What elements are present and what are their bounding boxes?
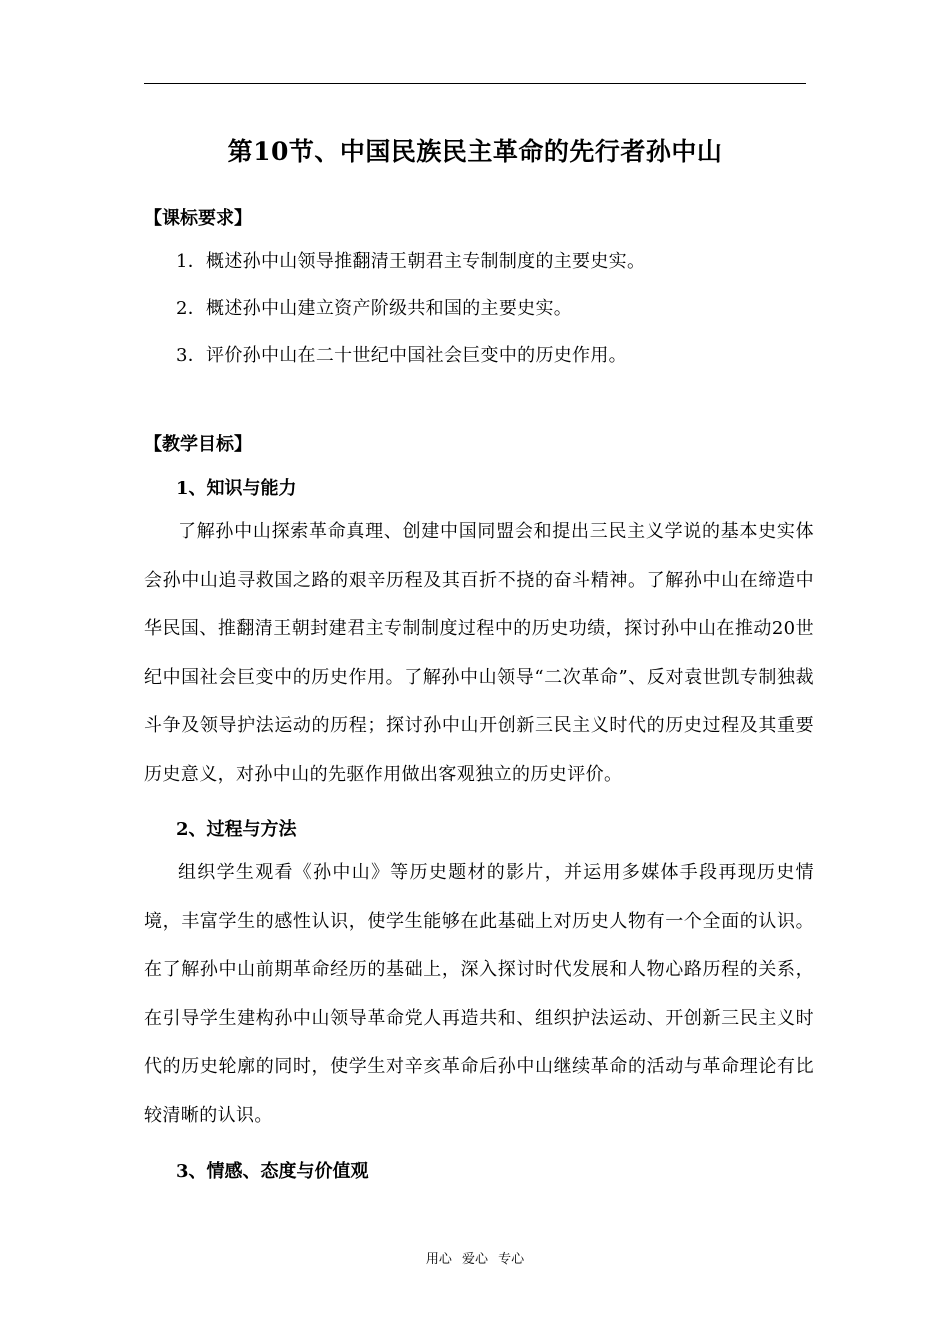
header-rule (144, 83, 806, 84)
objective-paragraph-knowledge: 了解孙中山探索革命真理、创建中国同盟会和提出三民主义学说的基本史实体会孙中山追寻救国之路的艰辛历程及其百折不挠的奋斗精神。了解孙中山在缔造中华民国、推翻清王朝封建君主专制制度过程中的历史功绩，探讨孙中山在推动20世纪中国社会巨变中的历史作用。了解孙中山领导“二次革命”、反对袁世凯专制独裁斗争及领导护法运动的历程；探讨孙中山开创新三民主义时代的历史过程及其重要历史意义，对孙中山的先驱作用做出客观独立的历史评价。 (144, 521, 814, 785)
requirement-item: 1．概述孙中山领导推翻清王朝君主专制制度的主要史实。 (176, 251, 646, 272)
objective-subheading-process: 2、过程与方法 (176, 819, 297, 840)
requirement-item: 3．评价孙中山在二十世纪中国社会巨变中的历史作用。 (176, 345, 627, 366)
requirements-heading: 【课标要求】 (144, 208, 252, 229)
objective-subheading-values: 3、情感、态度与价值观 (176, 1161, 369, 1182)
objectives-heading: 【教学目标】 (144, 434, 252, 455)
page-footer: 用心 爱心 专心 (425, 1252, 525, 1267)
requirement-item: 2．概述孙中山建立资产阶级共和国的主要史实。 (176, 298, 573, 319)
objective-paragraph-process: 组织学生观看《孙中山》等历史题材的影片，并运用多媒体手段再现历史情境，丰富学生的感性认识，使学生能够在此基础上对历史人物有一个全面的认识。在了解孙中山前期革命经历的基础上，深入探讨时代发展和人物心路历程的关系，在引导学生建构孙中山领导革命党人再造共和、组织护法运动、开创新三民主义时代的历史轮廓的同时，使学生对辛亥革命后孙中山继续革命的活动与革命理论有比较清晰的认识。 (144, 862, 814, 1126)
page-title: 第10节、中国民族民主革命的先行者孙中山 (227, 137, 723, 166)
objective-subheading-knowledge: 1、知识与能力 (176, 478, 297, 499)
